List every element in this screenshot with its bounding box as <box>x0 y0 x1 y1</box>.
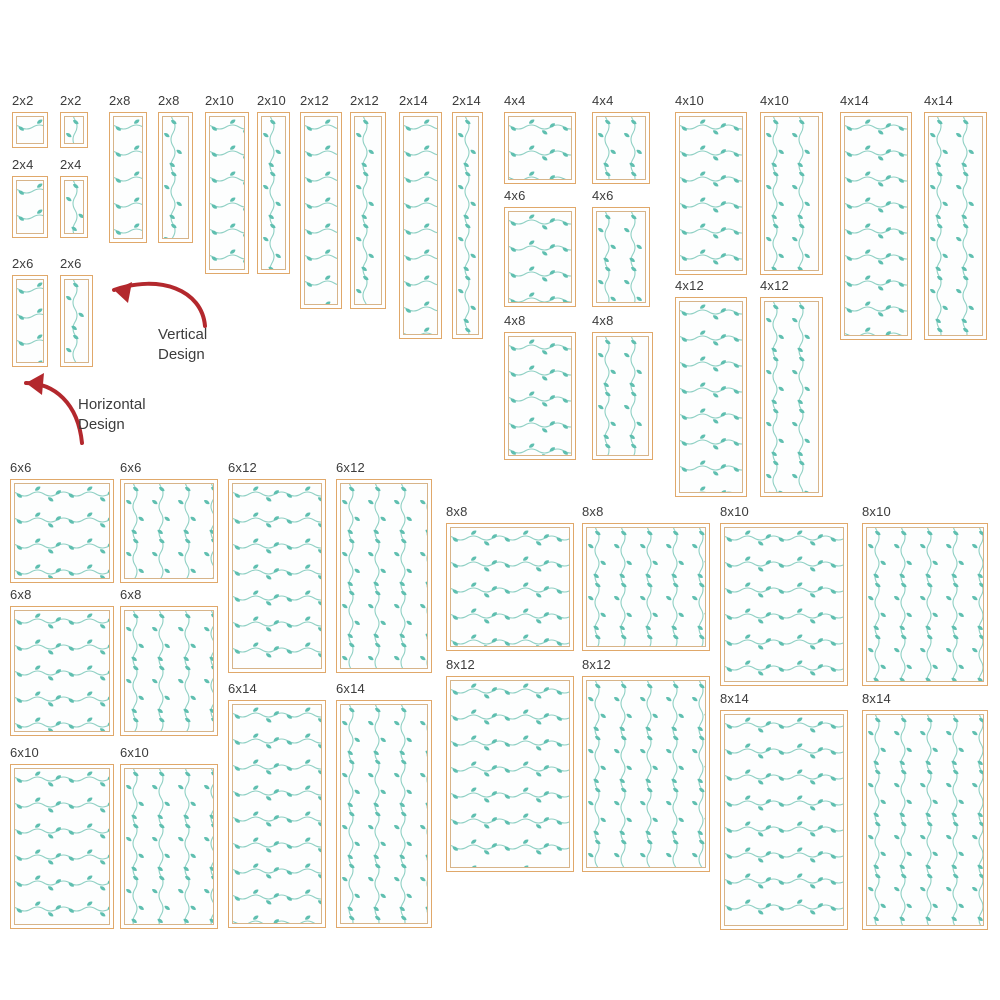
size-swatch-4x10-horizontal[interactable] <box>675 93 747 275</box>
size-swatch-6x12-vertical[interactable] <box>336 460 432 673</box>
size-swatch-label: 2x4 <box>60 157 82 172</box>
vine-leaf-pattern-vertical <box>928 116 983 336</box>
design-area <box>14 768 110 925</box>
vine-leaf-pattern-horizontal <box>403 116 438 335</box>
hoop-frame <box>12 275 48 367</box>
design-area <box>16 279 44 363</box>
design-area <box>124 610 214 732</box>
vine-leaf-pattern-vertical <box>596 336 649 456</box>
size-swatch-label: 2x14 <box>452 93 481 108</box>
size-swatch-4x6-vertical[interactable] <box>592 188 650 307</box>
design-area <box>340 704 428 924</box>
size-swatch-6x8-horizontal[interactable] <box>10 587 114 736</box>
vine-leaf-pattern-horizontal <box>844 116 908 336</box>
size-swatch-label: 4x10 <box>675 93 704 108</box>
vine-leaf-pattern-horizontal <box>679 301 743 493</box>
size-swatch-label: 2x14 <box>399 93 428 108</box>
size-swatch-6x12-horizontal[interactable] <box>228 460 326 673</box>
design-area <box>124 483 214 579</box>
vine-leaf-pattern-horizontal <box>113 116 143 239</box>
vine-leaf-pattern-vertical <box>124 610 214 732</box>
vine-leaf-pattern-horizontal <box>508 116 572 180</box>
size-swatch-2x2-horizontal[interactable] <box>12 93 48 148</box>
vine-leaf-pattern-vertical <box>586 680 706 868</box>
vine-leaf-pattern-horizontal <box>450 527 570 647</box>
hoop-frame <box>446 676 574 872</box>
size-swatch-label: 8x10 <box>862 504 891 519</box>
vine-leaf-pattern-horizontal <box>209 116 245 270</box>
design-area <box>586 527 706 647</box>
vine-leaf-pattern-vertical <box>64 279 89 363</box>
vine-leaf-pattern-vertical <box>162 116 189 239</box>
design-area <box>596 116 646 180</box>
annotation-horizontal-line1: Horizontal <box>78 396 146 413</box>
design-area <box>64 279 89 363</box>
hoop-frame <box>675 297 747 497</box>
size-swatch-label: 2x10 <box>257 93 286 108</box>
size-swatch-4x12-vertical[interactable] <box>760 278 823 497</box>
size-swatch-4x14-vertical[interactable] <box>924 93 987 340</box>
size-swatch-label: 4x14 <box>840 93 869 108</box>
hoop-frame <box>10 606 114 736</box>
size-swatch-label: 6x8 <box>120 587 142 602</box>
design-area <box>162 116 189 239</box>
vine-leaf-pattern-horizontal <box>14 483 110 579</box>
vine-leaf-pattern-vertical <box>261 116 286 270</box>
design-area <box>724 527 844 682</box>
hoop-frame <box>862 523 988 686</box>
size-swatch-label: 6x8 <box>10 587 32 602</box>
design-area <box>508 211 572 303</box>
design-area <box>679 116 743 271</box>
hoop-frame <box>60 176 88 238</box>
size-swatch-2x8-horizontal[interactable] <box>109 93 147 243</box>
size-swatch-label: 8x14 <box>862 691 891 706</box>
size-swatch-2x14-vertical[interactable] <box>452 93 483 339</box>
hoop-frame <box>60 112 88 148</box>
hoop-frame <box>336 700 432 928</box>
design-area <box>16 180 44 234</box>
hoop-frame <box>158 112 193 243</box>
vine-leaf-pattern-horizontal <box>16 116 44 144</box>
design-area <box>403 116 438 335</box>
design-area <box>64 116 84 144</box>
vine-leaf-pattern-vertical <box>596 211 646 303</box>
hoop-frame <box>12 176 48 238</box>
size-swatch-6x6-horizontal[interactable] <box>10 460 114 583</box>
hoop-frame <box>760 297 823 497</box>
size-swatch-label: 4x4 <box>504 93 526 108</box>
design-area <box>14 483 110 579</box>
size-swatch-label: 8x10 <box>720 504 749 519</box>
hoop-frame <box>228 479 326 673</box>
size-swatch-label: 6x12 <box>228 460 257 475</box>
size-swatch-label: 2x6 <box>60 256 82 271</box>
annotation-vertical-line2: Design <box>158 346 205 364</box>
design-area <box>724 714 844 926</box>
annotation-vertical-design <box>158 325 207 366</box>
size-swatch-label: 2x12 <box>300 93 329 108</box>
hoop-frame <box>60 275 93 367</box>
size-swatch-label: 6x6 <box>120 460 142 475</box>
vine-leaf-pattern-horizontal <box>14 768 110 925</box>
size-swatch-label: 4x4 <box>592 93 614 108</box>
size-swatch-2x10-vertical[interactable] <box>257 93 290 274</box>
design-area <box>14 610 110 732</box>
vine-leaf-pattern-horizontal <box>16 279 44 363</box>
vine-leaf-pattern-horizontal <box>304 116 338 305</box>
design-area <box>304 116 338 305</box>
design-area <box>866 527 984 682</box>
size-swatch-6x14-vertical[interactable] <box>336 681 432 928</box>
design-area <box>866 714 984 926</box>
vine-leaf-pattern-vertical <box>456 116 479 335</box>
size-swatch-label: 4x12 <box>760 278 789 293</box>
vine-leaf-pattern-vertical <box>340 483 428 669</box>
size-swatch-label: 8x8 <box>582 504 604 519</box>
hoop-frame <box>399 112 442 339</box>
size-swatch-8x14-horizontal[interactable] <box>720 691 848 930</box>
vine-leaf-pattern-horizontal <box>232 704 322 924</box>
size-swatch-2x6-vertical[interactable] <box>60 256 93 367</box>
hoop-frame <box>10 764 114 929</box>
vine-leaf-pattern-vertical <box>764 116 819 271</box>
size-swatch-2x2-vertical[interactable] <box>60 93 88 148</box>
size-swatch-6x8-vertical[interactable] <box>120 587 218 736</box>
size-swatch-label: 8x14 <box>720 691 749 706</box>
size-swatch-label: 8x12 <box>446 657 475 672</box>
size-swatch-2x12-vertical[interactable] <box>350 93 386 309</box>
size-swatch-label: 2x8 <box>158 93 180 108</box>
size-swatch-label: 4x8 <box>504 313 526 328</box>
size-swatch-8x14-vertical[interactable] <box>862 691 988 930</box>
size-swatch-8x10-vertical[interactable] <box>862 504 988 686</box>
size-swatch-4x4-vertical[interactable] <box>592 93 650 184</box>
hoop-frame <box>720 710 848 930</box>
hoop-frame <box>109 112 147 243</box>
vine-leaf-pattern-vertical <box>866 527 984 682</box>
design-area <box>232 704 322 924</box>
hoop-frame <box>120 606 218 736</box>
hoop-frame <box>336 479 432 673</box>
size-swatch-6x6-vertical[interactable] <box>120 460 218 583</box>
vine-leaf-pattern-horizontal <box>724 714 844 926</box>
vine-leaf-pattern-vertical <box>764 301 819 493</box>
size-swatch-label: 4x6 <box>504 188 526 203</box>
size-swatch-label: 4x12 <box>675 278 704 293</box>
annotation-horizontal-design <box>78 395 146 436</box>
vine-leaf-pattern-vertical <box>64 180 84 234</box>
hoop-frame <box>504 112 576 184</box>
hoop-frame <box>10 479 114 583</box>
vine-leaf-pattern-vertical <box>354 116 382 305</box>
design-area <box>354 116 382 305</box>
design-area <box>340 483 428 669</box>
size-swatch-label: 6x6 <box>10 460 32 475</box>
size-swatch-label: 4x14 <box>924 93 953 108</box>
size-swatch-label: 2x4 <box>12 157 34 172</box>
size-swatch-8x8-horizontal[interactable] <box>446 504 574 651</box>
vine-leaf-pattern-horizontal <box>14 610 110 732</box>
size-swatch-label: 8x8 <box>446 504 468 519</box>
size-swatch-2x12-horizontal[interactable] <box>300 93 342 309</box>
size-swatch-2x14-horizontal[interactable] <box>399 93 442 339</box>
hoop-frame <box>862 710 988 930</box>
vine-leaf-pattern-vertical <box>866 714 984 926</box>
size-swatch-8x12-vertical[interactable] <box>582 657 710 872</box>
size-swatch-8x10-horizontal[interactable] <box>720 504 848 686</box>
hoop-frame <box>720 523 848 686</box>
size-swatch-4x8-vertical[interactable] <box>592 313 653 460</box>
size-swatch-label: 2x8 <box>109 93 131 108</box>
design-area <box>450 680 570 868</box>
size-swatch-label: 2x12 <box>350 93 379 108</box>
vine-leaf-pattern-vertical <box>340 704 428 924</box>
design-area <box>124 768 214 925</box>
design-area <box>928 116 983 336</box>
design-area <box>232 483 322 669</box>
size-swatch-label: 6x12 <box>336 460 365 475</box>
vine-leaf-pattern-horizontal <box>679 116 743 271</box>
design-area <box>113 116 143 239</box>
size-swatch-4x10-vertical[interactable] <box>760 93 823 275</box>
hoop-frame <box>760 112 823 275</box>
hoop-frame <box>452 112 483 339</box>
size-swatch-4x8-horizontal[interactable] <box>504 313 576 460</box>
hoop-frame <box>228 700 326 928</box>
design-area <box>508 336 572 456</box>
design-area <box>844 116 908 336</box>
annotation-horizontal-line2: Design <box>78 416 125 434</box>
hoop-frame <box>592 332 653 460</box>
size-swatch-6x10-horizontal[interactable] <box>10 745 114 929</box>
size-swatch-label: 2x2 <box>60 93 82 108</box>
hoop-frame <box>350 112 386 309</box>
hoop-frame <box>582 523 710 651</box>
vine-leaf-pattern-vertical <box>64 116 84 144</box>
design-area <box>764 301 819 493</box>
vine-leaf-pattern-horizontal <box>450 680 570 868</box>
size-swatch-label: 6x14 <box>228 681 257 696</box>
size-swatch-label: 6x10 <box>120 745 149 760</box>
hoop-frame <box>300 112 342 309</box>
vine-leaf-pattern-horizontal <box>724 527 844 682</box>
vine-leaf-pattern-horizontal <box>508 336 572 456</box>
size-swatch-label: 2x2 <box>12 93 34 108</box>
vine-leaf-pattern-horizontal <box>508 211 572 303</box>
size-swatch-4x12-horizontal[interactable] <box>675 278 747 497</box>
size-swatch-2x4-horizontal[interactable] <box>12 157 48 238</box>
design-area <box>456 116 479 335</box>
size-swatch-label: 2x10 <box>205 93 234 108</box>
size-swatch-2x10-horizontal[interactable] <box>205 93 249 274</box>
hoop-frame <box>592 112 650 184</box>
size-swatch-2x4-vertical[interactable] <box>60 157 88 238</box>
size-swatch-6x10-vertical[interactable] <box>120 745 218 929</box>
size-swatch-4x14-horizontal[interactable] <box>840 93 912 340</box>
hoop-frame <box>592 207 650 307</box>
size-swatch-8x12-horizontal[interactable] <box>446 657 574 872</box>
design-area <box>261 116 286 270</box>
vine-leaf-pattern-horizontal <box>232 483 322 669</box>
design-area <box>586 680 706 868</box>
design-area <box>16 116 44 144</box>
design-area <box>209 116 245 270</box>
size-swatch-label: 4x6 <box>592 188 614 203</box>
vine-leaf-pattern-vertical <box>124 768 214 925</box>
vine-leaf-pattern-vertical <box>596 116 646 180</box>
hoop-frame <box>504 207 576 307</box>
design-area <box>596 336 649 456</box>
hoop-frame <box>504 332 576 460</box>
size-swatch-2x8-vertical[interactable] <box>158 93 193 243</box>
design-area <box>508 116 572 180</box>
annotation-vertical-line1: Vertical <box>158 326 208 343</box>
hoop-frame <box>924 112 987 340</box>
size-swatch-label: 2x6 <box>12 256 34 271</box>
hoop-frame <box>120 479 218 583</box>
size-swatch-6x14-horizontal[interactable] <box>228 681 326 928</box>
hoop-frame <box>205 112 249 274</box>
hoop-frame <box>446 523 574 651</box>
hoop-frame <box>120 764 218 929</box>
size-swatch-8x8-vertical[interactable] <box>582 504 710 651</box>
size-swatch-label: 6x14 <box>336 681 365 696</box>
size-swatch-4x6-horizontal[interactable] <box>504 188 576 307</box>
hoop-frame <box>675 112 747 275</box>
hoop-frame <box>840 112 912 340</box>
design-area <box>596 211 646 303</box>
vine-leaf-pattern-horizontal <box>16 180 44 234</box>
design-area <box>450 527 570 647</box>
design-area <box>64 180 84 234</box>
design-area <box>679 301 743 493</box>
hoop-frame <box>12 112 48 148</box>
hoop-frame <box>582 676 710 872</box>
size-swatch-2x6-horizontal[interactable] <box>12 256 48 367</box>
design-area <box>764 116 819 271</box>
vine-leaf-pattern-vertical <box>124 483 214 579</box>
size-swatch-4x4-horizontal[interactable] <box>504 93 576 184</box>
size-swatch-label: 8x12 <box>582 657 611 672</box>
size-swatch-label: 4x10 <box>760 93 789 108</box>
size-swatch-label: 6x10 <box>10 745 39 760</box>
hoop-frame <box>257 112 290 274</box>
vine-leaf-pattern-vertical <box>586 527 706 647</box>
size-swatch-label: 4x8 <box>592 313 614 328</box>
